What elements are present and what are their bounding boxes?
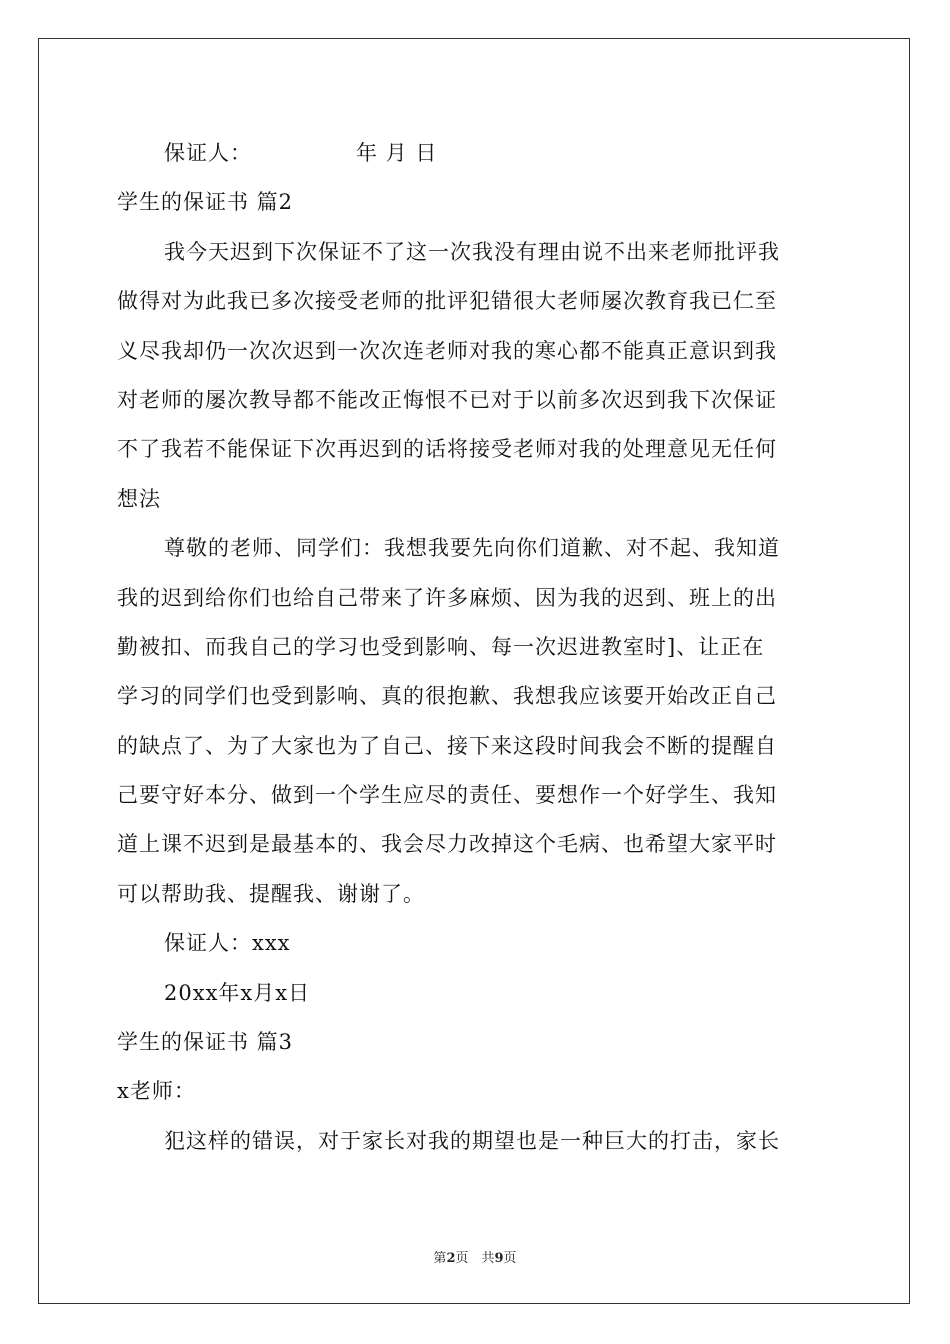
paragraph-line: 勤被扣、而我自己的学习也受到影响、每一次迟进教室时]、让正在	[117, 634, 765, 659]
salutation: x老师：	[117, 1079, 196, 1104]
paragraph-line: 想法	[117, 486, 161, 511]
paragraph-line: 我的迟到给你们也给自己带来了许多麻烦、因为我的迟到、班上的出	[117, 585, 777, 610]
footer-suffix: 页	[503, 1251, 517, 1266]
footer-prefix: 第	[433, 1251, 447, 1266]
signature-row	[117, 129, 833, 178]
footer-total-pages: 9	[494, 1251, 504, 1266]
paragraph-line: 己要守好本分、做到一个学生应尽的责任、要想作一个好学生、我知	[117, 783, 777, 808]
paragraph-2	[117, 524, 833, 919]
section-heading-3: 学生的保证书 篇3	[117, 1030, 294, 1055]
paragraph-line: 义尽我却仍一次次迟到一次次连老师对我的寒心都不能真正意识到我	[117, 338, 777, 363]
paragraph-line: 学习的同学们也受到影响、真的很抱歉、我想我应该要开始改正自己	[117, 684, 777, 709]
paragraph-line: 做得对为此我已多次接受老师的批评犯错很大老师屡次教育我已仁至	[117, 289, 777, 314]
paragraph-line: 我今天迟到下次保证不了这一次我没有理由说不出来老师批评我	[164, 239, 780, 264]
date-blank: 年 月 日	[356, 141, 438, 165]
section-heading-2: 学生的保证书 篇2	[117, 190, 294, 215]
paragraph-line: 可以帮助我、提醒我、谢谢了。	[117, 881, 425, 906]
paragraph-line: 道上课不迟到是最基本的、我会尽力改掉这个毛病、也希望大家平时	[117, 832, 777, 857]
document-body	[117, 129, 833, 1166]
footer-page-number: 2	[446, 1251, 456, 1266]
date-2: 20xx年x月x日	[164, 980, 311, 1005]
paragraph-3-line: 犯这样的错误，对于家长对我的期望也是一种巨大的打击，家长	[164, 1128, 780, 1153]
paragraph-line: 对老师的屡次教导都不能改正悔恨不已对于以前多次迟到我下次保证	[117, 387, 777, 412]
page-footer	[0, 1247, 950, 1266]
paragraph-line: 的缺点了、为了大家也为了自己、接下来这段时间我会不断的提醒自	[117, 733, 777, 758]
paragraph-1	[117, 228, 833, 524]
footer-mid: 页 共	[455, 1251, 495, 1266]
signer-label: 保证人：	[164, 141, 252, 165]
paragraph-line: 不了我若不能保证下次再迟到的话将接受老师对我的处理意见无任何	[117, 437, 777, 462]
paragraph-line: 尊敬的老师、同学们：我想我要先向你们道歉、对不起、我知道	[164, 536, 780, 561]
signer-2: 保证人：xxx	[164, 931, 291, 956]
